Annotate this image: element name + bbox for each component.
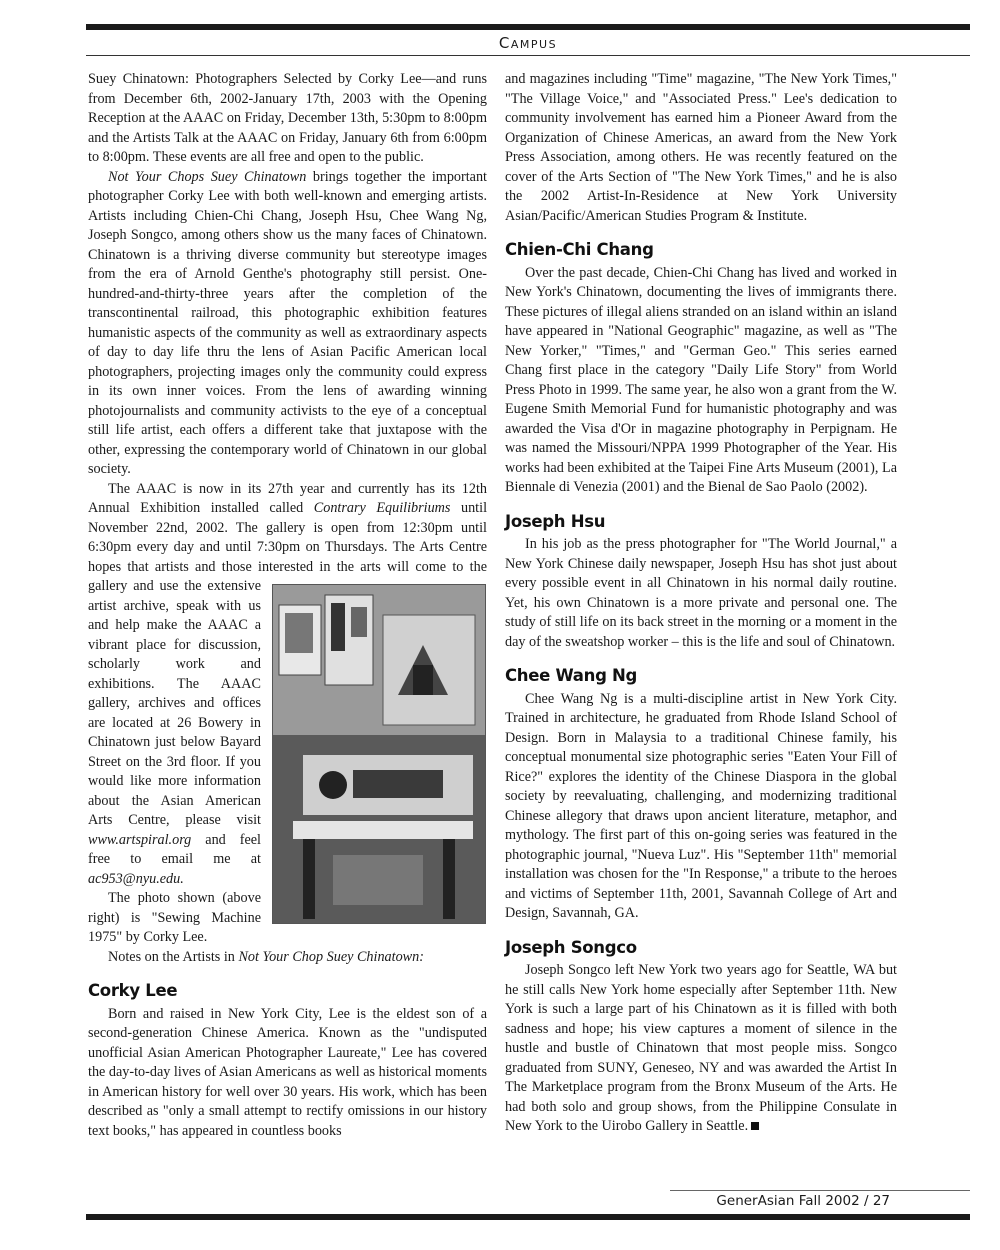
- paragraph-corky-lee-cont: and magazines including "Time" magazine, "The New York Times," "The Village Voice," and "Associated Press." Lee's dedication to community involvement has earned him a Pioneer Award from the Organization of Chinese Americas, an award from the New York Press Association, among others. He was recently featured on the cover of the Arts Section of "The New York Times," and he is also the 2002 Artist-In-Residence at New York University Asian/Pacific/American Studies Program & Institute.: [505, 71, 897, 224]
- notes-intro: [88, 948, 487, 968]
- exhibition-title-2: Contrary Equilibriums: [313, 500, 451, 516]
- sewing-machine-photo: [272, 584, 486, 924]
- paragraph-joseph-songco: [505, 961, 897, 1137]
- photo-image: [273, 585, 485, 923]
- paragraph-chien-chi-chang: Over the past decade, Chien-Chi Chang has lived and worked in New York's Chinatown, documenting the lives of immigrants there. These pictures of illegal aliens stranded on an island within an island have appeared in "National Geographic" magazine, as well as "The New Yorker," "Times," and "German Geo." This series earned Chang first place in the category "Daily Life Story" from World Press Photo in 1999. The same year, he also won a grant from the W. Eugene Smith Memorial Fund for humanistic photography and was awarded the Visa d'Or in magazine photography in Perpignam. He was named the Missouri/NPPA 1999 Photographer of the Year. His works had been exhibited at the Taipei Fine Arts Museum (2001), La Biennale di Venezia (2001) and the Bienal de Sao Paolo (2002).: [505, 264, 897, 495]
- heading-corky-lee: Corky Lee: [88, 981, 178, 1000]
- exhibition-title: Not Your Chops Suey Chinatown: [108, 168, 307, 185]
- paragraph-text: until November 22nd, 2002. The gallery is open from 12:30pm until 6:30pm every day and until 7:30pm on Thursdays. The Arts Centre hopes that artists and those interested in the arts will come to the gallery and use the extensive artist archive, speak with us and help make the AAAC a vibrant place for discussion, scholarly work and exhibitions. The AAAC gallery, archives and offices are located at 26 Bowery in Chinatown just below Bayard Street on the 3rd floor. If you would like more information about the Asian American Arts Centre, please visit: [88, 500, 488, 828]
- heading-joseph-hsu: Joseph Hsu: [505, 511, 606, 531]
- paragraph-intro-cont: Suey Chinatown: Photographers Selected by Corky Lee—and runs from December 6th, 2002-January 17th, 2003 with the Opening Reception at the AAAC on Friday, December 13th, 5:30pm to 8:00pm and the Artists Talk at the AAAC on Friday, January 6th from 6:00pm to 8:00pm. These events are all free and open to the public.: [88, 71, 487, 165]
- email-link[interactable]: ac953@nyu.edu.: [88, 870, 184, 887]
- footer-divider: [670, 1190, 970, 1191]
- page-footer: GenerAsian Fall 2002 / 27: [716, 1193, 890, 1209]
- paragraph-text: brings together the important photographer Corky Lee with both well-known and emerging artists. Artists including Chien-Chi Chang, Joseph Hsu, Chee Wang Ng, Joseph Songco, among others show us the many faces of Chinatown. Chinatown is a thriving diverse community but stereotype images from the era of Arnold Genthe's photography still persist. One-hundred-and-thirty-three years after the completion of the transcontinental railroad, this photographic exhibition features humanistic aspects of the community as well as extraordinary aspects of day to day life thru the lens of Asian Pacific American local photographers, projecting images only the community could express in its own inner voices. From the lens of awarding winning photojournalists and community activists to the eye of a conceptual still life artist, each offers a different take that juxtapose with the other, expressing the contemporary world of Chinatown in our global society.: [88, 168, 488, 477]
- end-of-article-mark: [751, 1122, 759, 1130]
- paragraph-corky-lee: Born and raised in New York City, Lee is the eldest son of a second-generation Chinese America. Known as the "undisputed unofficial Asian American Photographer Laureate," Lee has covered the day-to-day lives of Asian Americans as well as historical moments in American history for well over 30 years. His work, which has been described as "only a small attempt to rectify omissions in our history text books," has appeared in countless books: [88, 1005, 487, 1139]
- paragraph-chee-wang-ng: Chee Wang Ng is a multi-discipline artist in New York City. Trained in architecture, he graduated from Rhode Island School of Design. Born in Malaysia to a traditional Chinese family, his conceptual monumental size photographic series "Eaten Your Fill of Rice?" explores the identity of the Chinese Diaspora in the global society by reevaluating, challenging, and modernizing traditional Chinese allegory that draws upon ancient literature, metaphor, and mythology. The first part of this on-going series was featured in the photographic journal, "Nueva Luz". His "September 11th" memorial installation was chosen for the "In Response," a tribute to the heroes and victims of September 11th, 2001, Savannah College of Art and Design, Savannah, GA.: [505, 690, 897, 921]
- website-link[interactable]: www.artspiral.org: [88, 831, 192, 848]
- bottom-rule: [86, 1214, 970, 1220]
- header-divider: [86, 55, 970, 56]
- paragraph-joseph-hsu: In his job as the press photographer for "The World Journal," a New York Chinese daily newspaper, Joseph Hsu has shot just about every possible event in all Chinatown in his normal daily routine. Yet, his own Chinatown is a more private and personal one. The study of still life on its back street in the morning or a moment in the day of the sweatshop worker – this is the life and soul of Chinatown.: [505, 536, 897, 650]
- heading-joseph-songco: Joseph Songco: [505, 937, 637, 957]
- paragraph-exhibition: [88, 168, 487, 480]
- paragraph-text: The AAAC is now in its 27th year and currently has its 12th Annual Exhibition installed called: [88, 480, 487, 516]
- heading-chien-chi-chang: Chien-Chi Chang: [505, 240, 654, 259]
- top-rule: [86, 24, 970, 30]
- section-header: Campus: [498, 34, 558, 52]
- paragraph-text: and feel free to email me at: [88, 831, 261, 867]
- paragraph-text: Notes on the Artists in: [108, 948, 239, 965]
- exhibition-title-3: Not Your Chop Suey Chinatown:: [238, 948, 424, 965]
- heading-chee-wang-ng: Chee Wang Ng: [505, 666, 638, 685]
- photo-caption-paragraph: The photo shown (above right) is "Sewing Machine 1975" by Corky Lee.: [88, 890, 261, 945]
- right-column: [505, 70, 897, 1137]
- paragraph-text: Joseph Songco left New York two years ago for Seattle, WA but he still calls New York home especially after September 11th. New York is such a large part of his Chinatown as it is filled with both sadness and hope; his view captures a moment of silence in the hustle and bustle of Chinatown that most people miss. Songco graduated from SUNY, Geneseo, NY and was awarded the Artist In The Marketplace program from the Bronx Museum of the Arts. He had both solo and group shows, from the Philippine Consulate in New York to the Uirobo Gallery in Seattle.: [505, 962, 897, 1134]
